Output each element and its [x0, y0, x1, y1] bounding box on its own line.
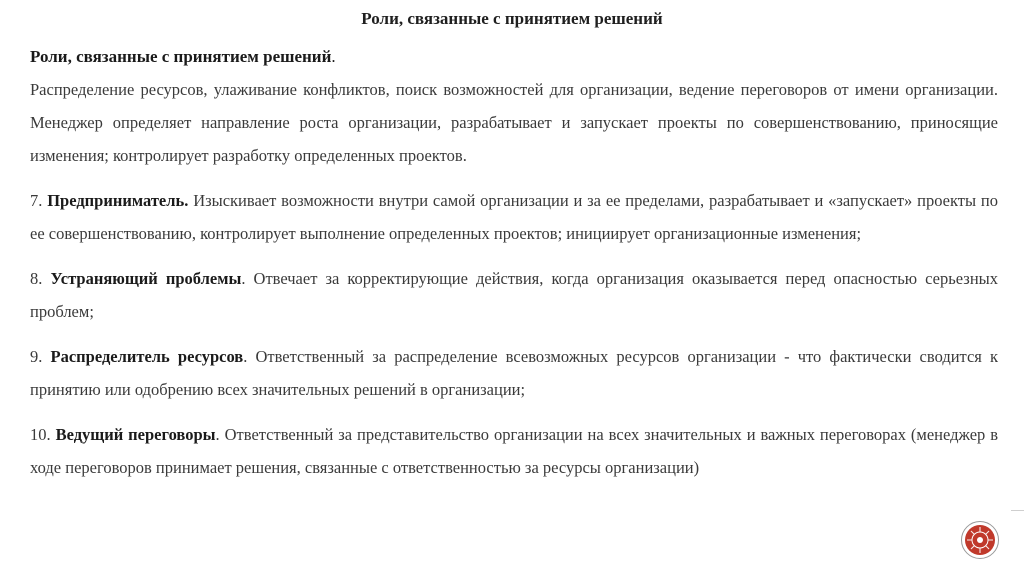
list-item	[30, 418, 998, 484]
item-text: . Ответственный за представительство организации на всех значительных и важных переговорах (менеджер в ходе переговоров принимает решения, связанные с ответственностью за ресурсы организации)	[30, 425, 999, 477]
decorative-circle-ornament-icon	[960, 520, 1000, 560]
item-number: 7.	[30, 191, 43, 210]
item-term: Распределитель ресурсов	[50, 347, 244, 366]
ornament-divider	[1011, 510, 1024, 511]
item-term: Предприниматель.	[47, 191, 189, 210]
item-term: Устраняющий проблемы	[50, 269, 242, 288]
item-text: . Ответственный за распределение всевозможных ресурсов организации - что фактически сводится к принятию или одобрению всех значительных решений в организации;	[30, 347, 999, 399]
list-item	[30, 340, 998, 406]
section-heading-paragraph	[30, 40, 998, 73]
item-number: 8.	[30, 269, 43, 288]
item-number: 9.	[30, 347, 43, 366]
intro-paragraph: Распределение ресурсов, улаживание конфликтов, поиск возможностей для организации, ведение переговоров от имени организации. Менеджер определяет направление роста организации, разрабатывает и запускает проекты по совершенствованию, приносящие изменения; контролирует разработку определенных проектов.	[30, 80, 998, 165]
item-text: Изыскивает возможности внутри самой организации и за ее пределами, разрабатывает и «запускает» проекты по ее совершенствованию, контролирует выполнение определенных проектов; инициирует организационные изменения;	[30, 191, 998, 243]
section-heading-suffix: .	[331, 47, 336, 66]
list-item	[30, 184, 998, 250]
item-text: . Отвечает за корректирующие действия, когда организация оказывается перед опасностью серьезных проблем;	[30, 269, 998, 321]
slide-content	[30, 40, 998, 484]
list-item	[30, 262, 998, 328]
slide-title: Роли, связанные с принятием решений	[361, 9, 663, 28]
item-number: 10.	[30, 425, 51, 444]
spacer	[30, 406, 998, 418]
section-heading: Роли, связанные с принятием решений	[30, 47, 332, 66]
spacer	[30, 250, 998, 262]
spacer	[30, 328, 998, 340]
item-term: Ведущий переговоры	[55, 425, 216, 444]
spacer	[30, 172, 998, 184]
